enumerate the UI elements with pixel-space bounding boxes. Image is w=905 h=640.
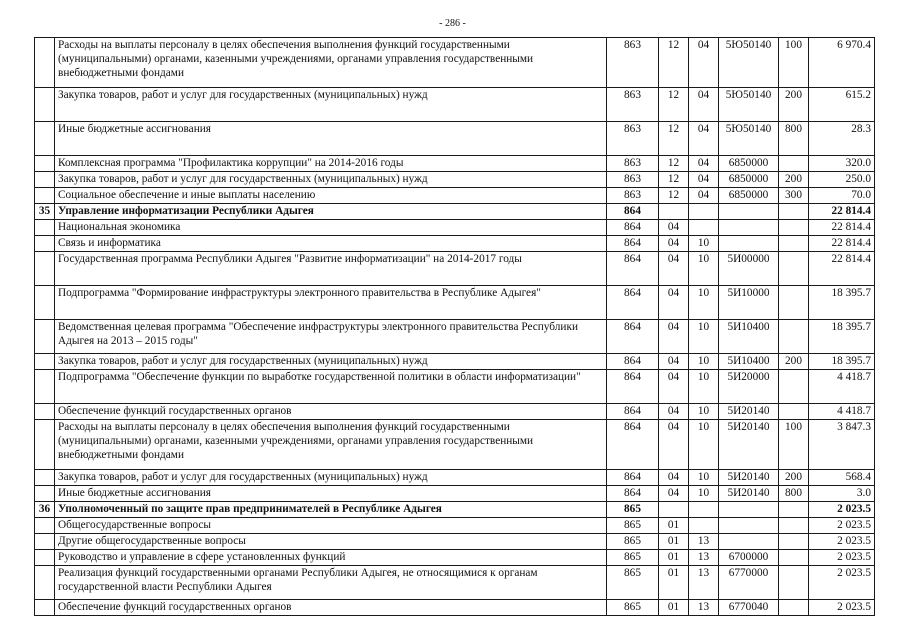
row-number-cell	[35, 354, 55, 370]
section-code-cell	[659, 204, 689, 220]
amount-cell: 22 814.4	[809, 220, 875, 236]
row-number-cell	[35, 188, 55, 204]
row-number-cell	[35, 534, 55, 550]
table-row	[35, 220, 875, 236]
expense-type-code-cell: 200	[779, 88, 809, 122]
expense-name-cell: Общегосударственные вопросы	[55, 518, 607, 534]
target-article-code-cell	[719, 236, 779, 252]
row-number-cell	[35, 220, 55, 236]
subsection-code-cell	[689, 204, 719, 220]
target-article-code-cell: 5И20000	[719, 370, 779, 404]
section-code-cell: 01	[659, 566, 689, 600]
expense-type-code-cell	[779, 320, 809, 354]
subsection-code-cell: 13	[689, 534, 719, 550]
table-row	[35, 172, 875, 188]
section-code-cell: 04	[659, 354, 689, 370]
ministry-code-cell: 864	[607, 470, 659, 486]
expense-type-code-cell	[779, 156, 809, 172]
table-row	[35, 236, 875, 252]
amount-cell: 3 847.3	[809, 420, 875, 470]
ministry-code-cell: 863	[607, 88, 659, 122]
row-number-cell	[35, 404, 55, 420]
table-row	[35, 286, 875, 320]
amount-cell: 320.0	[809, 156, 875, 172]
amount-cell: 22 814.4	[809, 252, 875, 286]
amount-cell: 615.2	[809, 88, 875, 122]
section-code-cell: 12	[659, 156, 689, 172]
row-number-cell	[35, 286, 55, 320]
expense-type-code-cell	[779, 600, 809, 616]
subsection-code-cell: 04	[689, 88, 719, 122]
section-code-cell: 04	[659, 470, 689, 486]
expense-name-cell: Закупка товаров, работ и услуг для государственных (муниципальных) нужд	[55, 470, 607, 486]
section-code-cell: 01	[659, 534, 689, 550]
section-code-cell: 01	[659, 600, 689, 616]
section-code-cell: 12	[659, 188, 689, 204]
subsection-code-cell: 04	[689, 122, 719, 156]
target-article-code-cell	[719, 220, 779, 236]
budget-table	[34, 37, 875, 616]
expense-name-cell: Подпрограмма "Формирование инфраструктуры электронного правительства в Республике Адыгея"	[55, 286, 607, 320]
amount-cell: 2 023.5	[809, 518, 875, 534]
amount-cell: 250.0	[809, 172, 875, 188]
target-article-code-cell: 6770000	[719, 566, 779, 600]
subsection-code-cell: 10	[689, 420, 719, 470]
target-article-code-cell	[719, 204, 779, 220]
expense-name-cell: Управление информатизации Республики Адыгея	[55, 204, 607, 220]
expense-type-code-cell	[779, 566, 809, 600]
expense-name-cell: Государственная программа Республики Адыгея "Развитие информатизации" на 2014-2017 годы	[55, 252, 607, 286]
expense-name-cell: Национальная экономика	[55, 220, 607, 236]
expense-type-code-cell: 200	[779, 172, 809, 188]
row-number-cell	[35, 236, 55, 252]
target-article-code-cell: 6850000	[719, 172, 779, 188]
amount-cell: 18 395.7	[809, 320, 875, 354]
target-article-code-cell	[719, 502, 779, 518]
section-code-cell: 12	[659, 88, 689, 122]
expense-name-cell: Закупка товаров, работ и услуг для государственных (муниципальных) нужд	[55, 88, 607, 122]
expense-type-code-cell	[779, 204, 809, 220]
subsection-code-cell: 10	[689, 354, 719, 370]
amount-cell: 2 023.5	[809, 566, 875, 600]
row-number-cell: 35	[35, 204, 55, 220]
expense-type-code-cell	[779, 236, 809, 252]
target-article-code-cell: 5И20140	[719, 420, 779, 470]
subsection-code-cell: 10	[689, 404, 719, 420]
expense-name-cell: Закупка товаров, работ и услуг для государственных (муниципальных) нужд	[55, 354, 607, 370]
ministry-code-cell: 864	[607, 236, 659, 252]
row-number-cell	[35, 420, 55, 470]
subsection-code-cell: 10	[689, 286, 719, 320]
table-row-department	[35, 204, 875, 220]
ministry-code-cell: 863	[607, 122, 659, 156]
target-article-code-cell: 5И20140	[719, 404, 779, 420]
ministry-code-cell: 864	[607, 486, 659, 502]
subsection-code-cell: 04	[689, 172, 719, 188]
amount-cell: 2 023.5	[809, 600, 875, 616]
ministry-code-cell: 864	[607, 370, 659, 404]
expense-type-code-cell	[779, 370, 809, 404]
amount-cell: 18 395.7	[809, 354, 875, 370]
table-row	[35, 354, 875, 370]
target-article-code-cell: 6770040	[719, 600, 779, 616]
expense-type-code-cell	[779, 220, 809, 236]
row-number-cell	[35, 38, 55, 88]
section-code-cell: 04	[659, 370, 689, 404]
amount-cell: 2 023.5	[809, 550, 875, 566]
amount-cell: 70.0	[809, 188, 875, 204]
expense-name-cell: Другие общегосударственные вопросы	[55, 534, 607, 550]
amount-cell: 22 814.4	[809, 236, 875, 252]
ministry-code-cell: 863	[607, 156, 659, 172]
target-article-code-cell: 5И10400	[719, 354, 779, 370]
table-row	[35, 320, 875, 354]
table-row	[35, 38, 875, 88]
target-article-code-cell: 5И10400	[719, 320, 779, 354]
subsection-code-cell: 13	[689, 566, 719, 600]
amount-cell: 4 418.7	[809, 370, 875, 404]
expense-name-cell: Уполномоченный по защите прав предпринимателей в Республике Адыгея	[55, 502, 607, 518]
section-code-cell: 04	[659, 236, 689, 252]
table-row	[35, 156, 875, 172]
target-article-code-cell: 6700000	[719, 550, 779, 566]
subsection-code-cell: 10	[689, 370, 719, 404]
row-number-cell	[35, 156, 55, 172]
expense-name-cell: Обеспечение функций государственных органов	[55, 600, 607, 616]
table-row	[35, 486, 875, 502]
amount-cell: 22 814.4	[809, 204, 875, 220]
expense-name-cell: Подпрограмма "Обеспечение функции по выработке государственной политики в области информатизации"	[55, 370, 607, 404]
target-article-code-cell: 6850000	[719, 188, 779, 204]
subsection-code-cell: 10	[689, 320, 719, 354]
subsection-code-cell: 04	[689, 38, 719, 88]
section-code-cell: 12	[659, 38, 689, 88]
row-number-cell	[35, 370, 55, 404]
subsection-code-cell: 10	[689, 486, 719, 502]
section-code-cell: 04	[659, 486, 689, 502]
expense-name-cell: Социальное обеспечение и иные выплаты населению	[55, 188, 607, 204]
expense-name-cell: Иные бюджетные ассигнования	[55, 122, 607, 156]
table-row	[35, 420, 875, 470]
ministry-code-cell: 864	[607, 204, 659, 220]
row-number-cell	[35, 252, 55, 286]
table-row	[35, 88, 875, 122]
table-row	[35, 404, 875, 420]
expense-name-cell: Иные бюджетные ассигнования	[55, 486, 607, 502]
expense-type-code-cell: 200	[779, 470, 809, 486]
section-code-cell: 01	[659, 550, 689, 566]
row-number-cell	[35, 88, 55, 122]
ministry-code-cell: 864	[607, 404, 659, 420]
ministry-code-cell: 864	[607, 354, 659, 370]
section-code-cell: 04	[659, 420, 689, 470]
expense-type-code-cell	[779, 502, 809, 518]
expense-name-cell: Реализация функций государственными органами Республики Адыгея, не относящимися к органам государственной власти Республики Адыгея	[55, 566, 607, 600]
expense-name-cell: Комплексная программа "Профилактика коррупции" на 2014-2016 годы	[55, 156, 607, 172]
subsection-code-cell: 04	[689, 156, 719, 172]
amount-cell: 568.4	[809, 470, 875, 486]
page-number: - 286 -	[439, 18, 466, 29]
section-code-cell	[659, 502, 689, 518]
amount-cell: 18 395.7	[809, 286, 875, 320]
expense-type-code-cell: 100	[779, 38, 809, 88]
expense-name-cell: Закупка товаров, работ и услуг для государственных (муниципальных) нужд	[55, 172, 607, 188]
expense-type-code-cell	[779, 550, 809, 566]
row-number-cell	[35, 566, 55, 600]
row-number-cell	[35, 518, 55, 534]
ministry-code-cell: 864	[607, 320, 659, 354]
row-number-cell	[35, 172, 55, 188]
ministry-code-cell: 864	[607, 220, 659, 236]
amount-cell: 28.3	[809, 122, 875, 156]
subsection-code-cell: 10	[689, 252, 719, 286]
ministry-code-cell: 864	[607, 286, 659, 320]
subsection-code-cell	[689, 220, 719, 236]
ministry-code-cell: 863	[607, 38, 659, 88]
expense-type-code-cell	[779, 252, 809, 286]
ministry-code-cell: 865	[607, 600, 659, 616]
amount-cell: 3.0	[809, 486, 875, 502]
expense-name-cell: Руководство и управление в сфере установленных функций	[55, 550, 607, 566]
expense-name-cell: Расходы на выплаты персоналу в целях обеспечения выполнения функций государственными (муниципальными) органами, казенными учреждениями, органами управления государственными внебюджетными фондами	[55, 420, 607, 470]
row-number-cell	[35, 550, 55, 566]
ministry-code-cell: 865	[607, 518, 659, 534]
row-number-cell	[35, 600, 55, 616]
expense-type-code-cell: 200	[779, 354, 809, 370]
expense-type-code-cell: 300	[779, 188, 809, 204]
expense-type-code-cell	[779, 518, 809, 534]
ministry-code-cell: 864	[607, 420, 659, 470]
ministry-code-cell: 863	[607, 172, 659, 188]
section-code-cell: 04	[659, 252, 689, 286]
table-row	[35, 550, 875, 566]
target-article-code-cell: 5Ю50140	[719, 88, 779, 122]
ministry-code-cell: 863	[607, 188, 659, 204]
target-article-code-cell: 6850000	[719, 156, 779, 172]
amount-cell: 2 023.5	[809, 534, 875, 550]
table-row	[35, 518, 875, 534]
subsection-code-cell	[689, 502, 719, 518]
target-article-code-cell	[719, 518, 779, 534]
section-code-cell: 01	[659, 518, 689, 534]
target-article-code-cell: 5И00000	[719, 252, 779, 286]
section-code-cell: 12	[659, 122, 689, 156]
subsection-code-cell: 13	[689, 600, 719, 616]
amount-cell: 4 418.7	[809, 404, 875, 420]
amount-cell: 2 023.5	[809, 502, 875, 518]
target-article-code-cell	[719, 534, 779, 550]
subsection-code-cell: 04	[689, 188, 719, 204]
expense-type-code-cell	[779, 404, 809, 420]
section-code-cell: 12	[659, 172, 689, 188]
section-code-cell: 04	[659, 286, 689, 320]
expense-name-cell: Расходы на выплаты персоналу в целях обеспечения выполнения функций государственными (муниципальными) органами, казенными учреждениями, органами управления государственными внебюджетными фондами	[55, 38, 607, 88]
expense-name-cell: Обеспечение функций государственных органов	[55, 404, 607, 420]
expense-name-cell: Ведомственная целевая программа "Обеспечение инфраструктуры электронного правительства Республики Адыгея на 2013 – 2015 годы"	[55, 320, 607, 354]
ministry-code-cell: 865	[607, 502, 659, 518]
row-number-cell: 36	[35, 502, 55, 518]
table-row	[35, 600, 875, 616]
amount-cell: 6 970.4	[809, 38, 875, 88]
target-article-code-cell: 5Ю50140	[719, 38, 779, 88]
expense-type-code-cell	[779, 286, 809, 320]
expense-type-code-cell: 100	[779, 420, 809, 470]
target-article-code-cell: 5И20140	[719, 470, 779, 486]
subsection-code-cell: 13	[689, 550, 719, 566]
expense-name-cell: Связь и информатика	[55, 236, 607, 252]
ministry-code-cell: 865	[607, 534, 659, 550]
table-row	[35, 534, 875, 550]
subsection-code-cell: 10	[689, 470, 719, 486]
expense-type-code-cell	[779, 534, 809, 550]
row-number-cell	[35, 486, 55, 502]
table-row	[35, 188, 875, 204]
ministry-code-cell: 864	[607, 252, 659, 286]
table-row	[35, 122, 875, 156]
expense-type-code-cell: 800	[779, 486, 809, 502]
ministry-code-cell: 865	[607, 566, 659, 600]
table-row	[35, 252, 875, 286]
target-article-code-cell: 5И20140	[719, 486, 779, 502]
table-row-department	[35, 502, 875, 518]
expense-type-code-cell: 800	[779, 122, 809, 156]
target-article-code-cell: 5И10000	[719, 286, 779, 320]
row-number-cell	[35, 320, 55, 354]
subsection-code-cell	[689, 518, 719, 534]
section-code-cell: 04	[659, 404, 689, 420]
table-row	[35, 370, 875, 404]
ministry-code-cell: 865	[607, 550, 659, 566]
target-article-code-cell: 5Ю50140	[719, 122, 779, 156]
table-row	[35, 470, 875, 486]
budget-table-body	[35, 38, 875, 616]
subsection-code-cell: 10	[689, 236, 719, 252]
row-number-cell	[35, 470, 55, 486]
section-code-cell: 04	[659, 320, 689, 354]
table-row	[35, 566, 875, 600]
section-code-cell: 04	[659, 220, 689, 236]
row-number-cell	[35, 122, 55, 156]
